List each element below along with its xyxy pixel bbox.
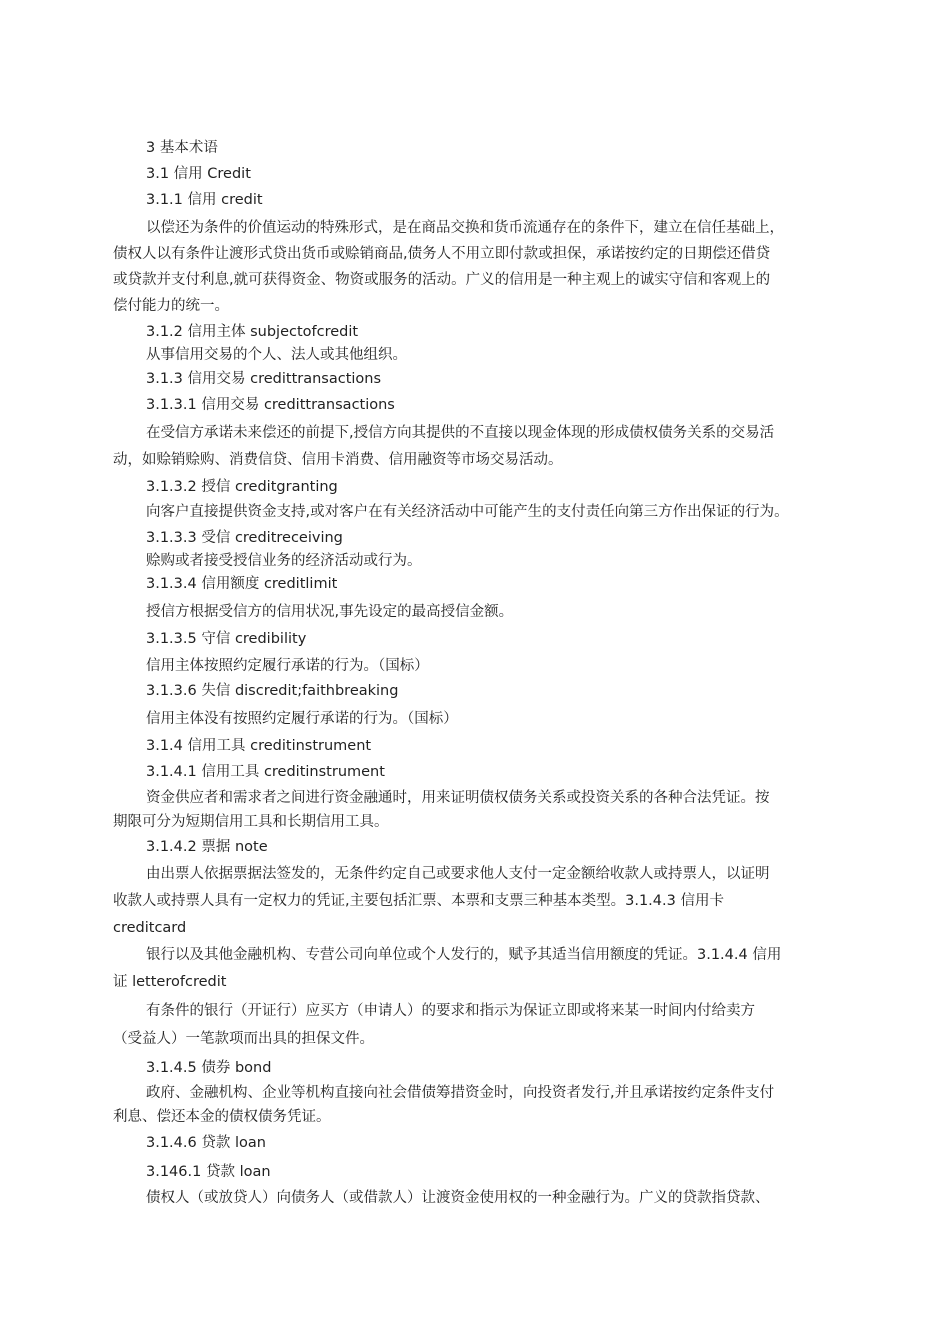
body-text: 证 letterofcredit [113, 974, 227, 990]
term-heading: 3.1.4.2 票据 note [146, 839, 268, 855]
term-heading: 3.1.4 信用工具 creditinstrument [146, 738, 372, 754]
body-text: 有条件的银行（开证行）应买方（申请人）的要求和指示为保证立即或将来某一时间内付给卖方 [146, 1003, 755, 1019]
body-text: 在受信方承诺未来偿还的前提下,授信方向其提供的不直接以现金体现的形成债权债务关系的交易活 [146, 425, 775, 441]
term-heading: 3.1.2 信用主体 subjectofcredit [146, 324, 359, 340]
body-text: creditcard [113, 920, 187, 936]
term-heading: 3.1.4.6 贷款 loan [146, 1135, 266, 1151]
body-text: 或贷款并支付利息,就可获得资金、物资或服务的活动。广义的信用是一种主观上的诚实守信和客观上的 [113, 272, 771, 288]
section-heading: 3 基本术语 [146, 140, 218, 156]
term-heading: 3.1.3.1 信用交易 credittransactions [146, 397, 395, 413]
term-heading: 3.1.3.4 信用额度 creditlimit [146, 576, 338, 592]
body-text: 债权人（或放贷人）向债务人（或借款人）让渡资金使用权的一种金融行为。广义的贷款指贷款、 [146, 1190, 770, 1206]
body-text: 偿付能力的统一。 [113, 298, 229, 314]
body-text: 债权人以有条件让渡形式贷出货币或赊销商品,债务人不用立即付款或担保，承诺按约定的日期偿还借贷 [113, 246, 771, 262]
term-heading: 3.1.3.6 失信 discredit;faithbreaking [146, 683, 399, 699]
term-heading: 3.1.3.3 受信 creditreceiving [146, 530, 343, 546]
body-text: 以偿还为条件的价值运动的特殊形式，是在商品交换和货币流通存在的条件下，建立在信任基础上， [146, 220, 784, 236]
term-heading: 3.1.4.5 债券 bond [146, 1060, 272, 1076]
term-heading: 3.1.3.2 授信 creditgranting [146, 479, 338, 495]
body-text: 资金供应者和需求者之间进行资金融通时，用来证明债权债务关系或投资关系的各种合法凭证。按 [146, 790, 770, 806]
body-text: 由出票人依据票据法签发的，无条件约定自己或要求他人支付一定金额给收款人或持票人，以证明 [146, 866, 770, 882]
body-text: 动，如赊销赊购、消费信贷、信用卡消费、信用融资等市场交易活动。 [113, 452, 563, 468]
body-text: 利息、偿还本金的债权债务凭证。 [113, 1109, 331, 1125]
body-text: 信用主体按照约定履行承诺的行为。（国标） [146, 658, 429, 674]
body-text: （受益人）一笔款项而出具的担保文件。 [113, 1031, 374, 1047]
body-text: 期限可分为短期信用工具和长期信用工具。 [113, 814, 389, 830]
term-heading: 3.1.4.1 信用工具 creditinstrument [146, 764, 385, 780]
body-text: 授信方根据受信方的信用状况,事先设定的最高授信金额。 [146, 604, 514, 620]
body-text: 向客户直接提供资金支持,或对客户在有关经济活动中可能产生的支付责任向第三方作出保证的行为。 [146, 504, 789, 520]
section-heading: 3.1 信用 Credit [146, 166, 251, 182]
body-text: 银行以及其他金融机构、专营公司向单位或个人发行的，赋予其适当信用额度的凭证。3.1.4.4 信用 [146, 947, 782, 963]
body-text: 政府、金融机构、企业等机构直接向社会借债筹措资金时，向投资者发行,并且承诺按约定条件支付 [146, 1085, 775, 1101]
term-heading: 3.1.1 信用 credit [146, 192, 263, 208]
body-text: 从事信用交易的个人、法人或其他组织。 [146, 347, 407, 363]
term-heading: 3.146.1 贷款 loan [146, 1164, 271, 1180]
body-text: 信用主体没有按照约定履行承诺的行为。（国标） [146, 711, 458, 727]
term-heading: 3.1.3 信用交易 credittransactions [146, 371, 382, 387]
term-heading: 3.1.3.5 守信 credibility [146, 631, 307, 647]
body-text: 收款人或持票人具有一定权力的凭证,主要包括汇票、本票和支票三种基本类型。3.1.4.3 信用卡 [113, 893, 724, 909]
body-text: 赊购或者接受授信业务的经济活动或行为。 [146, 553, 422, 569]
